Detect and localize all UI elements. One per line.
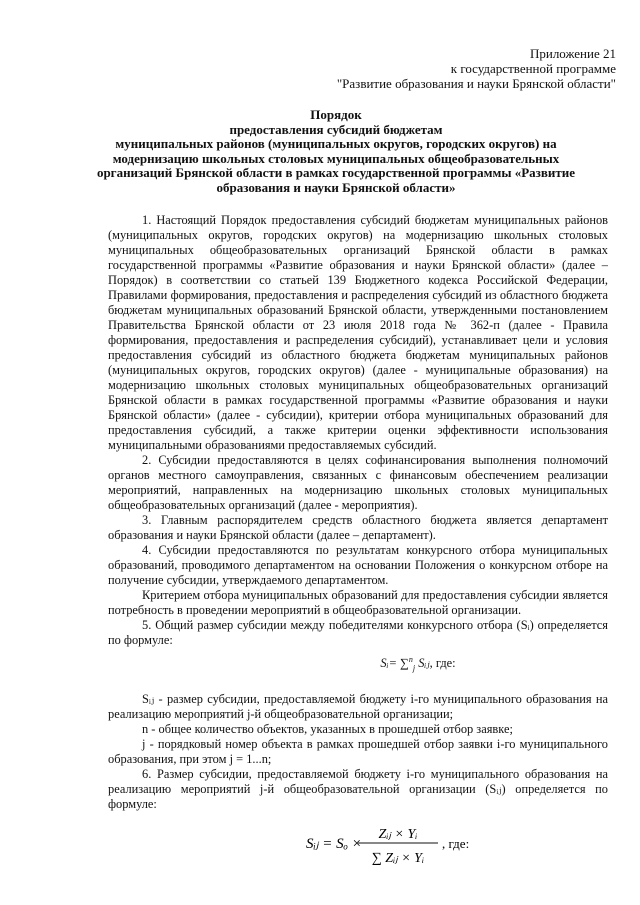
paragraph-3: 3. Главным распорядителем средств областного бюджета является департамент образования и науки Брянской области (далее – департамент). <box>108 513 608 542</box>
formula-1-term: Sᵢⱼ <box>415 656 430 671</box>
formula-2-lhs: Sᵢⱼ = Sₒ × <box>306 836 362 852</box>
spacer <box>108 672 608 692</box>
paragraph-1: 1. Настоящий Порядок предоставления субсидий бюджетам муниципальных районов (муниципальных округов, городских округов) на модернизацию школьных столовых муниципальных общеобразовательных организаций Брянской области в рамках государственной программы «Развитие образования и науки Брянской области» (далее – Порядок) в соответствии со статьей 139 Бюджетного кодекса Российской Федерации, Правилами формирования, предоставления и распределения субсидий из областного бюджета бюджетам муниципальных образований Брянской области, утвержденными постановлением Правительства Брянской области от 23 июля 2018 года № 362-п (далее - Правила формирования, предоставления и распределения субсидий), устанавливает цели и условия предоставления субсидий из областного бюджета бюджетам муниципальных районов (муниципальных округов, городских округов) (далее - муниципальные образования) на модернизацию школьных столовых муниципальных общеобразовательных организаций Брянской области в рамках государственной программы «Развитие образования и науки Брянской области» (далее - субсидии), критерии отбора муниципальных образований для предоставления субсидий, а также критерии оценки эффективности использования муниципальными образованиями предоставляемых субсидий. <box>108 213 608 452</box>
formula-1-where: , где: <box>429 656 456 671</box>
formula-2-denominator: ∑ Zᵢⱼ × Yᵢ <box>371 851 425 866</box>
appendix-program-ref: к государственной программе <box>450 61 616 76</box>
appendix-header <box>296 46 616 91</box>
formula-total-subsidy <box>108 650 608 672</box>
formula-1-lhs: Sᵢ= <box>380 656 401 671</box>
formula-2-where: , где: <box>442 836 470 851</box>
formula-1-sum-upper: n <box>408 655 413 664</box>
title-line-4: модернизацию школьных столовых муниципальных общеобразовательных <box>112 150 560 166</box>
paragraph-6: 6. Размер субсидии, предоставляемой бюджету i-го муниципального образования на реализацию мероприятий j-й общеобразовательной организации (Sᵢⱼ) определяется по формуле: <box>108 767 608 811</box>
title-line-6: образования и науки Брянской области» <box>216 179 456 195</box>
definition-n: n - общее количество объектов, указанных в прошедшей отбор заявке; <box>142 722 513 736</box>
definition-j: j - порядковый номер объекта в рамках прошедшей отбор заявки i-го муниципального образования, при этом j = 1...n; <box>108 737 608 766</box>
paragraph-4-criterion: Критерием отбора муниципальных образований для предоставления субсидии является потребность в проведении мероприятий в общеобразовательной организации. <box>108 588 608 617</box>
formula-2-numerator: Zᵢⱼ × Yᵢ <box>378 827 418 842</box>
document-title <box>96 108 576 196</box>
appendix-program-name: "Развитие образования и науки Брянской области" <box>336 76 616 91</box>
paragraph-5: 5. Общий размер субсидии между победителями конкурсного отбора (Sᵢ) определяется по формуле: <box>108 618 608 647</box>
definition-sij: Sᵢⱼ - размер субсидии, предоставляемой бюджету i-го муниципального образования на реализацию мероприятий j-й общеобразовательной организации; <box>108 692 608 721</box>
formula-subsidy-per-object <box>108 816 608 874</box>
appendix-number: Приложение 21 <box>529 46 616 61</box>
formula-2-graphic <box>198 816 528 874</box>
formula-1-sum-sign: ∑ <box>400 656 409 671</box>
title-line-3: муниципальных районов (муниципальных округов, городских округов) на <box>115 136 557 152</box>
paragraph-2: 2. Субсидии предоставляются в целях софинансирования выполнения полномочий органов местного самоуправления, связанных с финансовым обеспечением реализации мероприятий, направленных на модернизацию школьных столовых муниципальных общеобразовательных организаций (далее - мероприятия). <box>108 453 608 512</box>
formula-1-sum-lower: j <box>412 663 416 673</box>
document-body <box>108 213 608 874</box>
paragraph-4: 4. Субсидии предоставляются по результатам конкурсного отбора муниципальных образований, проводимого департаментом на основании Положения о конкурсном отборе на получение субсидии, утверждаемого департаментом. <box>108 543 608 587</box>
title-line-5: организаций Брянской области в рамках государственной программы «Развитие <box>96 165 576 181</box>
title-line-1: Порядок <box>310 107 362 122</box>
title-line-2: предоставления субсидий бюджетам <box>229 121 443 137</box>
